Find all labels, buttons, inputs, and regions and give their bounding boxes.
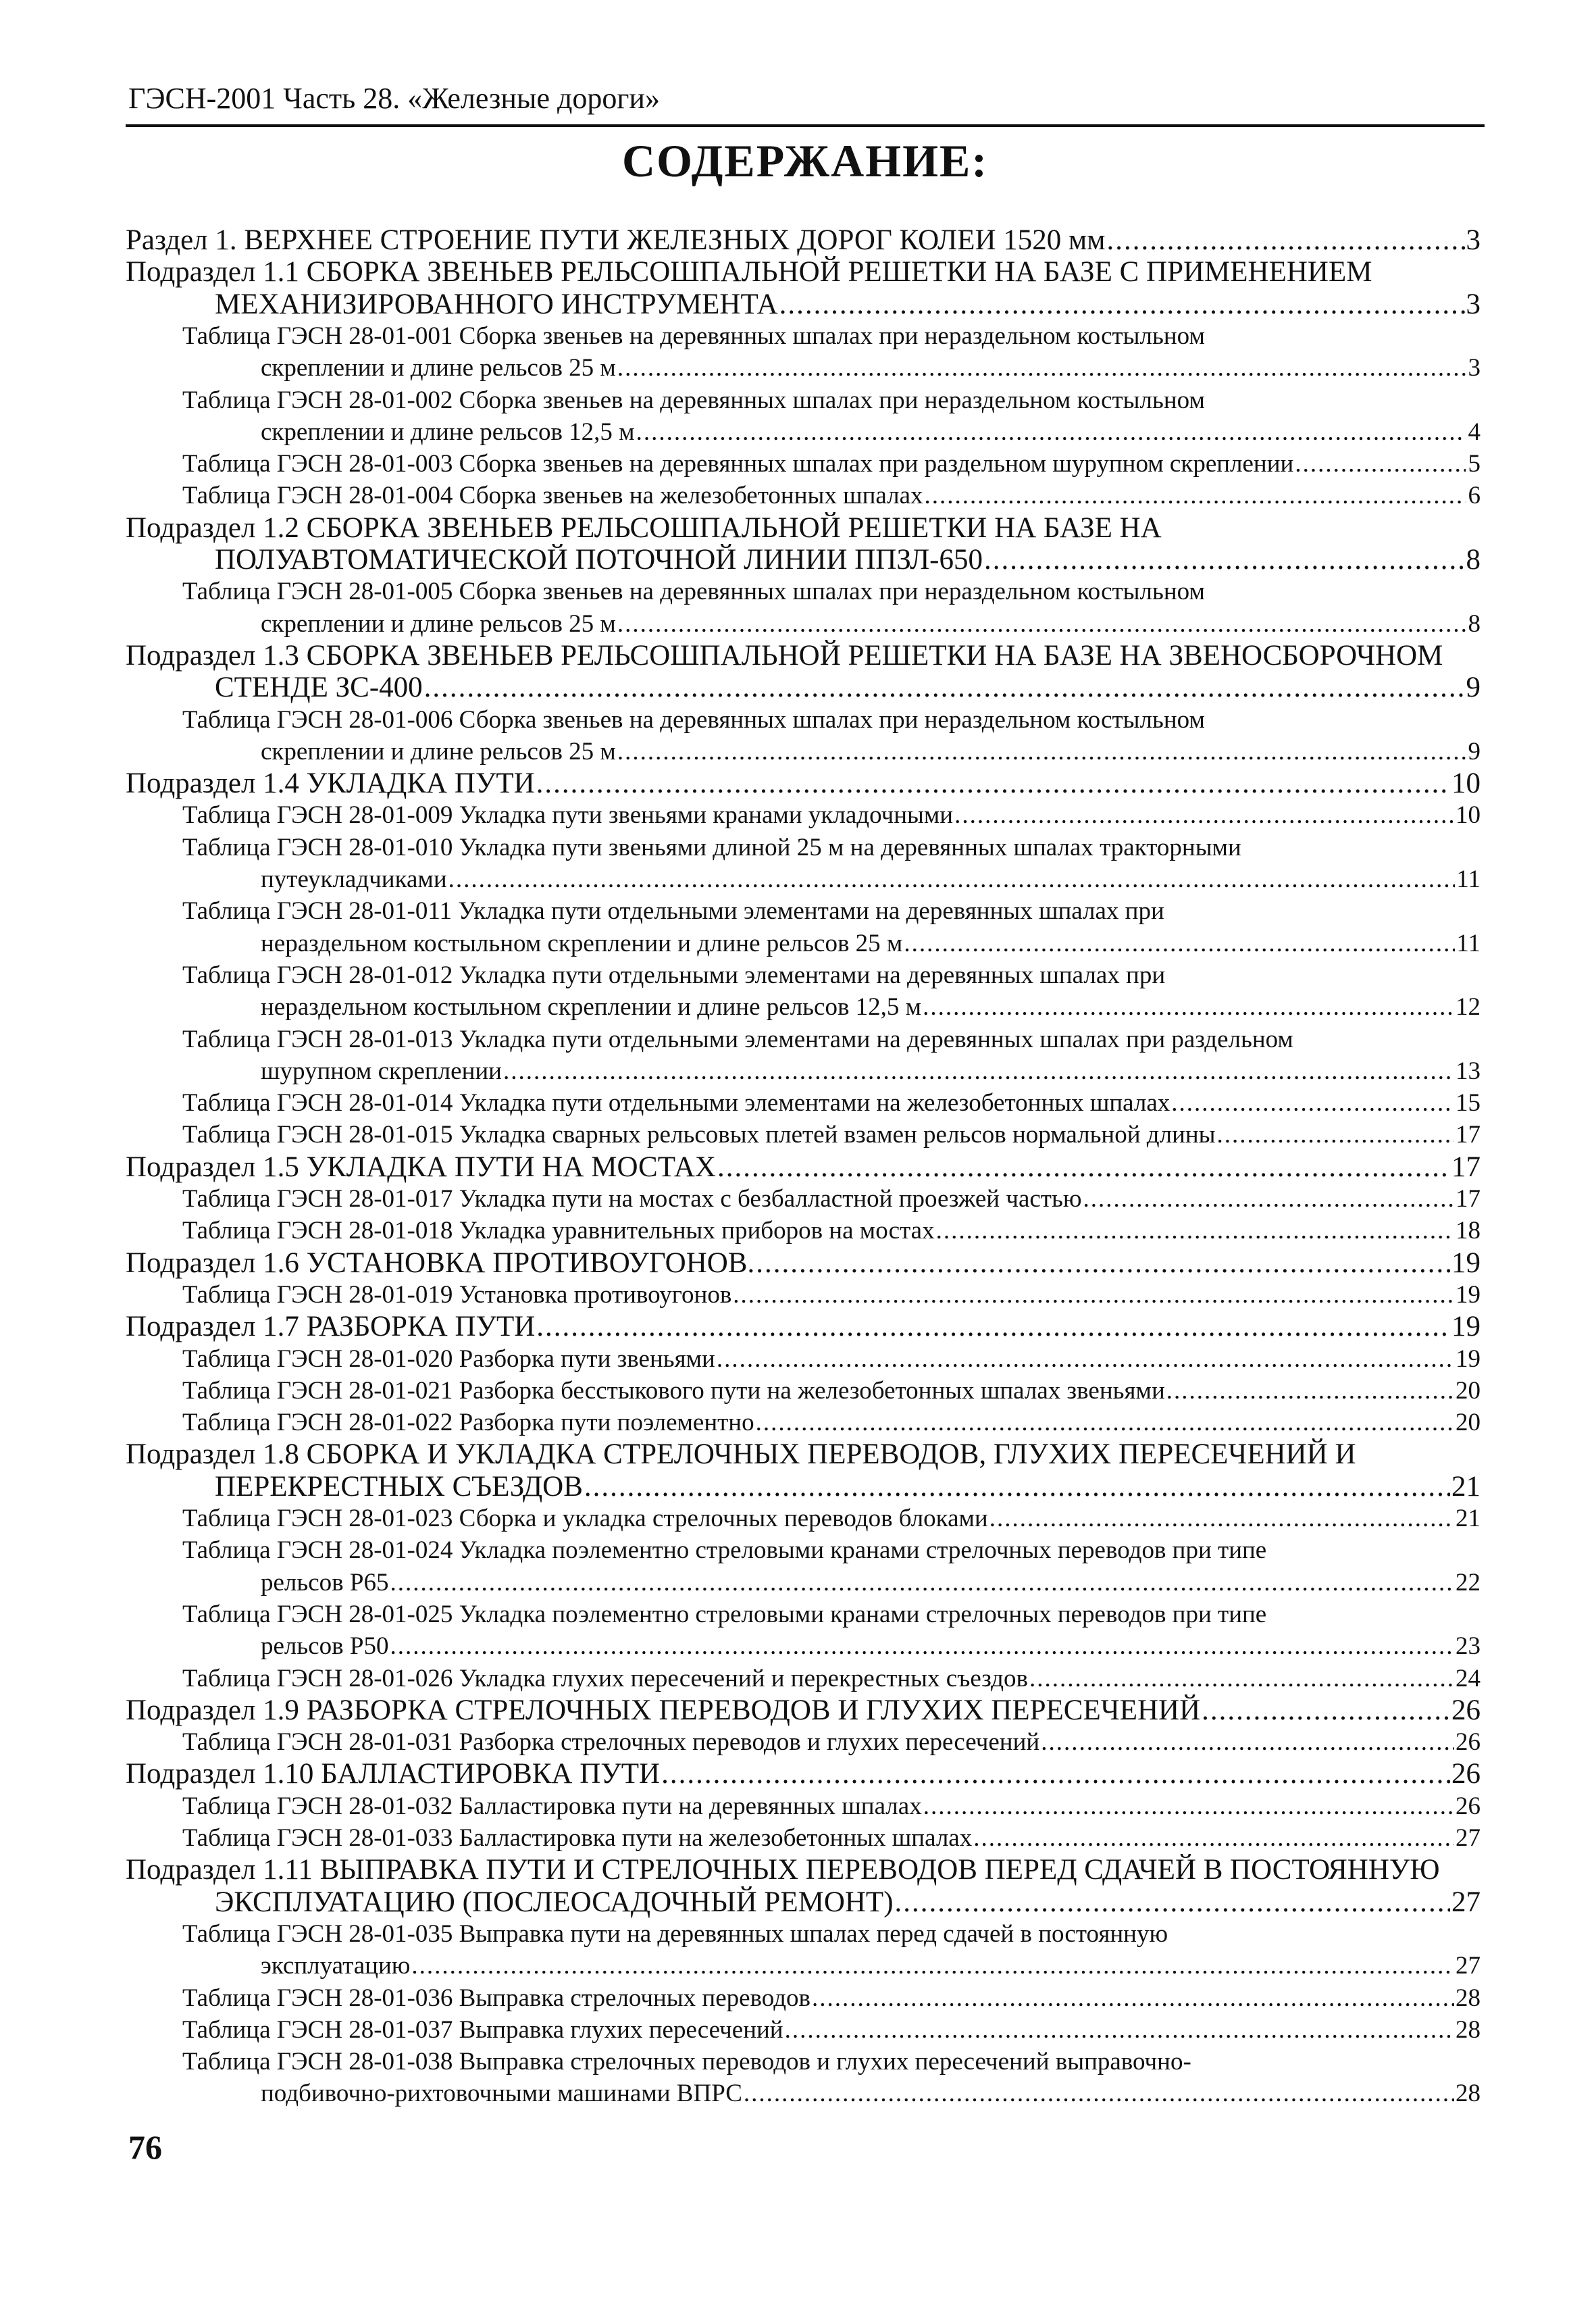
toc-section-entry[interactable]	[215, 288, 1481, 320]
dot-leader	[617, 352, 1466, 384]
dot-leader	[424, 672, 1465, 703]
toc-entry-text: Таблица ГЭСН 28-01-006 Сборка звеньев на деревянных шпалах при нераздельном костыльном	[182, 705, 1205, 734]
toc-entry-text: МЕХАНИЗИРОВАННОГО ИНСТРУМЕНТА	[215, 288, 778, 320]
toc-page-number: 13	[1456, 1057, 1481, 1085]
toc-table-entry[interactable]	[182, 2014, 1481, 2046]
dot-leader	[904, 928, 1455, 959]
toc-entry-text: нераздельном костыльном скреплении и длине рельсов 12,5 м	[261, 993, 922, 1022]
toc-entry-text: Подраздел 1.6 УСТАНОВКА ПРОТИВОУГОНОВ.	[126, 1247, 755, 1279]
toc-table-entry[interactable]	[182, 2046, 1481, 2078]
toc-table-entry[interactable]	[261, 991, 1481, 1023]
toc-entry-text: рельсов Р50	[261, 1632, 389, 1661]
toc-entry-text: подбивочно-рихтовочными машинами ВПРС	[261, 2080, 742, 2108]
toc-page-number: 10	[1451, 768, 1481, 800]
dot-leader	[756, 1247, 1450, 1279]
toc-page-number: 17	[1456, 1185, 1481, 1213]
toc-section-entry[interactable]	[126, 1758, 1481, 1790]
toc-page-number: 26	[1456, 1728, 1481, 1757]
toc-page-number: 21	[1451, 1470, 1481, 1503]
toc-table-entry[interactable]	[182, 832, 1481, 863]
dot-leader	[661, 1758, 1450, 1790]
toc-page-number: 23	[1456, 1632, 1481, 1661]
toc-entry-text: Подраздел 1.1 СБОРКА ЗВЕНЬЕВ РЕЛЬСОШПАЛЬНОЙ РЕШЕТКИ НА БАЗЕ С ПРИМЕНЕНИЕМ	[126, 256, 1372, 288]
dot-leader	[1166, 1375, 1454, 1407]
toc-entry-text: Раздел 1. ВЕРХНЕЕ СТРОЕНИЕ ПУТИ ЖЕЛЕЗНЫХ ДОРОГ КОЛЕИ 1520 мм	[126, 224, 1106, 256]
toc-entry-text: Таблица ГЭСН 28-01-037 Выправка глухих пересечений	[182, 2015, 783, 2044]
dot-leader	[1171, 1087, 1454, 1119]
toc-table-entry[interactable]	[182, 1822, 1481, 1854]
toc-entry-text: Таблица ГЭСН 28-01-011 Укладка пути отдельными элементами на деревянных шпалах при	[182, 897, 1164, 926]
toc-page-number: 17	[1456, 1121, 1481, 1149]
toc-table-entry[interactable]	[182, 1790, 1481, 1822]
toc-section-entry[interactable]	[126, 1151, 1481, 1183]
toc-table-entry[interactable]	[182, 1982, 1481, 2014]
toc-entry-text: Таблица ГЭСН 28-01-020 Разборка пути звеньями	[182, 1344, 715, 1373]
toc-page-number: 21	[1456, 1505, 1481, 1532]
toc-page-number: 10	[1456, 801, 1481, 830]
toc-table-entry[interactable]	[182, 1343, 1481, 1375]
toc-page-number: 5	[1468, 450, 1481, 478]
toc-page-number: 26	[1451, 1694, 1481, 1726]
toc-table-entry[interactable]	[261, 608, 1481, 640]
toc-table-entry[interactable]	[182, 1215, 1481, 1247]
toc-entry-text: скреплении и длине рельсов 25 м	[261, 737, 616, 765]
dot-leader	[584, 1471, 1450, 1503]
toc-table-entry[interactable]	[182, 1534, 1481, 1566]
toc-page-number: 3	[1468, 354, 1481, 382]
toc-entry-text: Таблица ГЭСН 28-01-024 Укладка поэлементно стреловыми кранами стрелочных переводов при типе	[182, 1536, 1267, 1565]
toc-entry-text: скреплении и длине рельсов 25 м	[261, 354, 616, 382]
toc-entry-text: Таблица ГЭСН 28-01-038 Выправка стрелочных переводов и глухих пересечений выправочно-	[182, 2048, 1191, 2076]
toc-entry-text: СТЕНДЕ ЗС-400	[215, 672, 423, 704]
dot-leader	[448, 863, 1456, 895]
dot-leader	[936, 1215, 1454, 1247]
toc-entry-text: эксплуатацию	[261, 1952, 411, 1980]
toc-table-entry[interactable]	[182, 1918, 1481, 1950]
toc-page-number: 19	[1451, 1247, 1481, 1279]
dot-leader	[503, 1055, 1454, 1087]
toc-page-number: 27	[1456, 1952, 1481, 1980]
toc-table-entry[interactable]	[182, 1183, 1481, 1215]
toc-table-entry[interactable]	[182, 448, 1481, 480]
dot-leader	[984, 544, 1465, 576]
toc-page-number: 15	[1456, 1089, 1481, 1117]
dot-leader	[1202, 1694, 1450, 1726]
toc-page-number: 22	[1456, 1568, 1481, 1596]
toc-entry-text: Таблица ГЭСН 28-01-017 Укладка пути на мостах с безбалластной проезжей частью	[182, 1185, 1082, 1213]
toc-page-number: 24	[1456, 1664, 1481, 1692]
toc-page-number: 19	[1456, 1280, 1481, 1309]
toc-page-number: 3	[1466, 224, 1481, 256]
dot-leader	[617, 736, 1466, 768]
header-rule	[126, 124, 1485, 127]
dot-leader	[1106, 224, 1464, 256]
dot-leader	[536, 1311, 1450, 1342]
toc-section-entry[interactable]	[126, 224, 1481, 256]
dot-leader	[1083, 1183, 1455, 1215]
toc-entry-text: скреплении и длине рельсов 12,5 м	[261, 418, 635, 446]
toc-entry-text: Таблица ГЭСН 28-01-036 Выправка стрелочных переводов	[182, 1984, 811, 2012]
toc-table-entry[interactable]	[261, 2078, 1481, 2109]
toc-page-number: 17	[1451, 1151, 1481, 1183]
toc-table-entry[interactable]	[261, 736, 1481, 768]
toc-table-entry[interactable]	[261, 863, 1481, 895]
toc-page-number: 11	[1456, 865, 1481, 893]
toc-entry-text: Подраздел 1.4 УКЛАДКА ПУТИ	[126, 768, 535, 800]
toc-page-number: 19	[1456, 1344, 1481, 1373]
toc-page-number: 26	[1451, 1758, 1481, 1790]
dot-leader	[390, 1567, 1454, 1599]
toc-table-entry[interactable]	[182, 1503, 1481, 1534]
toc-table-entry[interactable]	[261, 1567, 1481, 1599]
toc-table-entry[interactable]	[261, 1055, 1481, 1087]
toc-entry-text: Таблица ГЭСН 28-01-035 Выправка пути на деревянных шпалах перед сдачей в постоянную	[182, 1919, 1168, 1948]
dot-leader	[717, 1343, 1454, 1375]
toc-entry-text: Подраздел 1.11 ВЫПРАВКА ПУТИ И СТРЕЛОЧНЫХ ПЕРЕВОДОВ ПЕРЕД СДАЧЕЙ В ПОСТОЯННУЮ	[126, 1854, 1440, 1886]
dot-leader	[923, 991, 1454, 1023]
toc-section-entry[interactable]	[126, 768, 1481, 799]
toc-page-number: 6	[1468, 482, 1481, 510]
toc-entry-text: Таблица ГЭСН 28-01-009 Укладка пути звеньями кранами укладочными	[182, 801, 954, 830]
toc-table-entry[interactable]	[182, 1119, 1481, 1151]
dot-leader	[954, 799, 1454, 831]
toc-table-entry[interactable]	[182, 320, 1481, 352]
toc-entry-text: Таблица ГЭСН 28-01-002 Сборка звеньев на деревянных шпалах при нераздельном костыльном	[182, 386, 1205, 414]
toc-table-entry[interactable]	[182, 1024, 1481, 1055]
toc-section-entry[interactable]	[215, 1471, 1481, 1503]
toc-table-entry[interactable]	[261, 1950, 1481, 1982]
toc-entry-text: Таблица ГЭСН 28-01-005 Сборка звеньев на деревянных шпалах при нераздельном костыльном	[182, 578, 1205, 606]
toc-entry-text: Таблица ГЭСН 28-01-033 Балластировка пути на железобетонных шпалах	[182, 1824, 973, 1852]
dot-leader	[1217, 1119, 1454, 1151]
toc-table-entry[interactable]	[261, 352, 1481, 384]
toc-page-number: 26	[1456, 1792, 1481, 1820]
toc-section-entry[interactable]	[215, 544, 1481, 576]
toc-table-entry[interactable]	[182, 799, 1481, 831]
toc-page-number: 18	[1456, 1217, 1481, 1245]
toc-page-number: 28	[1456, 2080, 1481, 2108]
toc-entry-text: ЭКСПЛУАТАЦИЮ (ПОСЛЕОСАДОЧНЫЙ РЕМОНТ)	[215, 1886, 894, 1918]
dot-leader	[923, 1790, 1454, 1822]
toc-entry-text: Таблица ГЭСН 28-01-015 Укладка сварных рельсовых плетей взамен рельсов нормальной длины	[182, 1121, 1216, 1149]
toc-table-entry[interactable]	[182, 1087, 1481, 1119]
dot-leader	[636, 416, 1466, 448]
toc-entry-text: Подраздел 1.5 УКЛАДКА ПУТИ НА МОСТАХ	[126, 1151, 716, 1183]
toc-title: СОДЕРЖАНИЕ:	[621, 135, 989, 186]
toc-section-entry[interactable]	[126, 1438, 1481, 1470]
toc-page-number: 27	[1456, 1824, 1481, 1852]
toc-entry-text: Таблица ГЭСН 28-01-032 Балластировка пути на деревянных шпалах	[182, 1792, 922, 1820]
toc-entry-text: Таблица ГЭСН 28-01-019 Установка противоугонов	[182, 1280, 732, 1309]
toc-entry-text: Подраздел 1.3 СБОРКА ЗВЕНЬЕВ РЕЛЬСОШПАЛЬНОЙ РЕШЕТКИ НА БАЗЕ НА ЗВЕНОСБОРОЧНОМ	[126, 639, 1443, 672]
toc-entry-text: Таблица ГЭСН 28-01-031 Разборка стрелочных переводов и глухих пересечений	[182, 1728, 1040, 1757]
toc-page-number: 9	[1466, 672, 1481, 704]
toc-entry-text: Таблица ГЭСН 28-01-026 Укладка глухих пересечений и перекрестных съездов	[182, 1664, 1028, 1692]
toc-table-entry[interactable]	[182, 480, 1481, 511]
dot-leader	[895, 1886, 1450, 1918]
toc-entry-text: Таблица ГЭСН 28-01-023 Сборка и укладка стрелочных переводов блоками	[182, 1505, 988, 1532]
toc-page-number: 28	[1456, 1984, 1481, 2012]
toc-section-entry[interactable]	[215, 1886, 1481, 1918]
toc-table-entry[interactable]	[182, 1599, 1481, 1630]
dot-leader	[411, 1950, 1454, 1982]
dot-leader	[717, 1151, 1450, 1183]
toc-table-entry[interactable]	[182, 1375, 1481, 1407]
toc-page-number: 8	[1466, 544, 1481, 576]
toc-entry-text: Таблица ГЭСН 28-01-014 Укладка пути отдельными элементами на железобетонных шпалах	[182, 1089, 1170, 1117]
toc-entry-text: Подраздел 1.9 РАЗБОРКА СТРЕЛОЧНЫХ ПЕРЕВОДОВ И ГЛУХИХ ПЕРЕСЕЧЕНИЙ	[126, 1694, 1201, 1726]
toc-table-entry[interactable]	[182, 959, 1481, 991]
dot-leader	[536, 768, 1450, 799]
toc-entry-text: скреплении и длине рельсов 25 м	[261, 609, 616, 638]
dot-leader	[1029, 1663, 1454, 1694]
toc-page-number: 9	[1468, 737, 1481, 765]
toc-entry-text: ПОЛУАВТОМАТИЧЕСКОЙ ПОТОЧНОЙ ЛИНИИ ППЗЛ-650	[215, 544, 983, 576]
dot-leader	[733, 1279, 1454, 1311]
toc-entry-text: рельсов Р65	[261, 1568, 389, 1596]
toc-page-number: 28	[1456, 2015, 1481, 2044]
toc-page-number: 3	[1466, 288, 1481, 320]
toc-section-entry[interactable]	[126, 1854, 1481, 1886]
toc-entry-text: шурупном скреплении	[261, 1057, 502, 1085]
toc-page-number: 19	[1451, 1311, 1481, 1343]
dot-leader	[989, 1503, 1454, 1534]
toc-page-number: 11	[1456, 929, 1481, 957]
toc-entry-text: Таблица ГЭСН 28-01-022 Разборка пути поэлементно	[182, 1409, 754, 1437]
toc-table-entry[interactable]	[182, 384, 1481, 416]
toc-table-entry[interactable]	[182, 895, 1481, 927]
toc-section-entry[interactable]	[126, 512, 1481, 544]
toc-table-entry[interactable]	[182, 576, 1481, 607]
toc-section-entry[interactable]	[126, 1311, 1481, 1342]
toc-page-number: 4	[1468, 418, 1481, 446]
dot-leader	[785, 2014, 1454, 2046]
toc-section-entry[interactable]	[126, 256, 1481, 288]
toc-entry-text: Таблица ГЭСН 28-01-001 Сборка звеньев на деревянных шпалах при нераздельном костыльном	[182, 322, 1205, 350]
toc-entry-text: Таблица ГЭСН 28-01-003 Сборка звеньев на деревянных шпалах при раздельном шурупном скреплении	[182, 450, 1294, 478]
toc-table-entry[interactable]	[182, 1407, 1481, 1438]
toc-entry-text: Таблица ГЭСН 28-01-018 Укладка уравнительных приборов на мостах	[182, 1217, 935, 1245]
toc-entry-text: Таблица ГЭСН 28-01-013 Укладка пути отдельными элементами на деревянных шпалах при раздельном	[182, 1025, 1293, 1053]
toc-table-entry[interactable]	[182, 1663, 1481, 1694]
dot-leader	[1041, 1726, 1454, 1758]
toc-page-number: 20	[1456, 1409, 1481, 1437]
toc-entry-text: ПЕРЕКРЕСТНЫХ СЪЕЗДОВ	[215, 1470, 583, 1503]
toc-entry-text: Подраздел 1.8 СБОРКА И УКЛАДКА СТРЕЛОЧНЫХ ПЕРЕВОДОВ, ГЛУХИХ ПЕРЕСЕЧЕНИЙ И	[126, 1438, 1356, 1471]
dot-leader	[925, 480, 1466, 511]
toc-page-number: 12	[1456, 993, 1481, 1022]
toc-page-number: 27	[1451, 1886, 1481, 1918]
dot-leader	[756, 1407, 1454, 1438]
toc-section-entry[interactable]	[126, 640, 1481, 672]
toc-table-entry[interactable]	[182, 1279, 1481, 1311]
toc-entry-text: Таблица ГЭСН 28-01-012 Укладка пути отдельными элементами на деревянных шпалах при	[182, 961, 1166, 989]
dot-leader	[1295, 448, 1466, 480]
toc-table-entry[interactable]	[261, 928, 1481, 959]
toc-table-entry[interactable]	[261, 1630, 1481, 1662]
toc-page-number: 8	[1468, 609, 1481, 638]
toc-entry-text: Таблица ГЭСН 28-01-021 Разборка бесстыкового пути на железобетонных шпалах звеньями	[182, 1376, 1165, 1405]
dot-leader	[973, 1822, 1454, 1854]
toc-page-number: 20	[1456, 1376, 1481, 1405]
toc-entry-text: Таблица ГЭСН 28-01-025 Укладка поэлементно стреловыми кранами стрелочных переводов при типе	[182, 1600, 1267, 1628]
dot-leader	[390, 1630, 1454, 1662]
dot-leader	[779, 288, 1465, 320]
dot-leader	[812, 1982, 1454, 2014]
toc-entry-text: Таблица ГЭСН 28-01-010 Укладка пути звеньями длиной 25 м на деревянных шпалах тракторными	[182, 833, 1241, 861]
toc-section-entry[interactable]	[215, 672, 1481, 703]
running-header: ГЭСН-2001 Часть 28. «Железные дороги»	[128, 82, 660, 115]
toc-table-entry[interactable]	[182, 1726, 1481, 1758]
toc-table-entry[interactable]	[182, 704, 1481, 736]
dot-leader	[617, 608, 1466, 640]
page-number: 76	[128, 2128, 162, 2166]
dot-leader	[744, 2078, 1454, 2109]
toc-entry-text: Таблица ГЭСН 28-01-004 Сборка звеньев на железобетонных шпалах	[182, 482, 923, 510]
toc-section-entry[interactable]	[126, 1247, 1481, 1279]
toc-table-entry[interactable]	[261, 416, 1481, 448]
toc-entry-text: путеукладчиками	[261, 865, 447, 893]
toc-section-entry[interactable]	[126, 1694, 1481, 1726]
toc-entry-text: Подраздел 1.7 РАЗБОРКА ПУТИ	[126, 1311, 536, 1343]
toc-entry-text: Подраздел 1.10 БАЛЛАСТИРОВКА ПУТИ	[126, 1758, 661, 1790]
toc-entry-text: нераздельном костыльном скреплении и длине рельсов 25 м	[261, 929, 903, 957]
toc-entry-text: Подраздел 1.2 СБОРКА ЗВЕНЬЕВ РЕЛЬСОШПАЛЬНОЙ РЕШЕТКИ НА БАЗЕ НА	[126, 511, 1162, 544]
